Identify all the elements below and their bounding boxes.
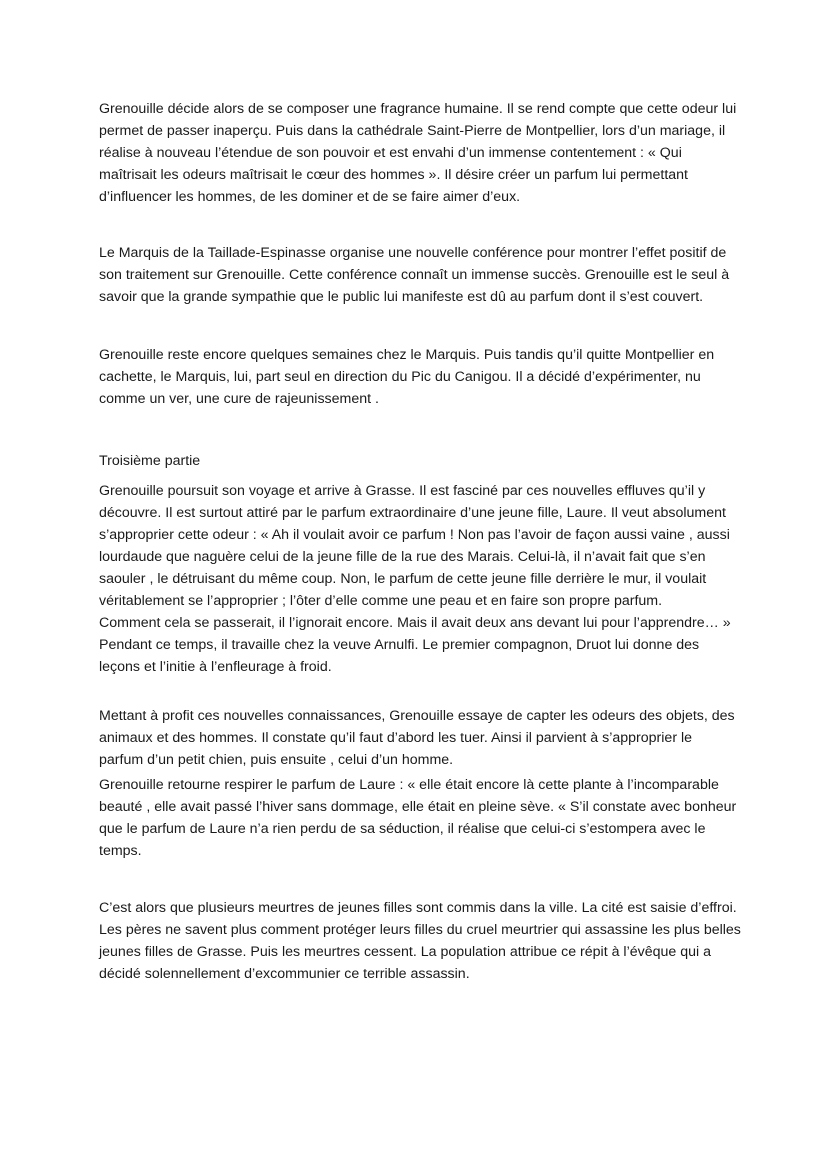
text-line: décidé solennellement d’excommunier ce terrible assassin.	[99, 966, 470, 982]
text-line: temps.	[99, 843, 142, 859]
text-line: cachette, le Marquis, lui, part seul en direction du Pic du Canigou. Il a décidé d’expérimenter, nu	[99, 369, 701, 385]
text-line: découvre. Il est surtout attiré par le parfum extraordinaire d’une jeune fille, Laure. Il veut absolument	[99, 505, 726, 521]
paragraph-fragrance-humaine	[99, 98, 739, 208]
text-line: Comment cela se passerait, il l’ignorait encore. Mais il avait deux ans devant lui pour l’apprendre… »	[99, 615, 731, 631]
paragraph-grasse	[99, 480, 739, 678]
text-line: Les pères ne savent plus comment protéger leurs filles du cruel meurtrier qui assassine les plus belles	[99, 922, 741, 938]
section-heading	[99, 450, 739, 472]
text-line: Grenouille décide alors de se composer une fragrance humaine. Il se rend compte que cette odeur lui	[99, 101, 737, 117]
paragraph-laure	[99, 774, 739, 862]
text-line: véritablement se l’approprier ; l’ôter d’elle comme une peau et en faire son propre parfum.	[99, 593, 663, 609]
text-line: Mettant à profit ces nouvelles connaissances, Grenouille essaye de capter les odeurs des objets, des	[99, 708, 735, 724]
text-line: comme un ver, une cure de rajeunissement .	[99, 391, 379, 407]
text-line: d’influencer les hommes, de les dominer et de se faire aimer d’eux.	[99, 189, 521, 205]
text-line: savoir que la grande sympathie que le public lui manifeste est dû au parfum dont il s’est couvert.	[99, 289, 704, 305]
text-line: Le Marquis de la Taillade-Espinasse organise une nouvelle conférence pour montrer l’effet positif de	[99, 245, 727, 261]
text-line: leçons et l’initie à l’enfleurage à froid.	[99, 659, 332, 675]
text-line: s’approprier cette odeur : « Ah il voulait avoir ce parfum ! Non pas l’avoir de façon aussi vaine , aussi	[99, 527, 730, 543]
text-line: saouler , le détruisant du même coup. Non, le parfum de cette jeune fille derrière le mur, il voulait	[99, 571, 707, 587]
paragraph-meurtres	[99, 897, 739, 985]
paragraph-conference	[99, 242, 739, 308]
text-line: beauté , elle avait passé l’hiver sans dommage, elle était en pleine sève. « S’il constate avec bonheur	[99, 799, 737, 815]
paragraph-marquis-depart	[99, 344, 739, 410]
text-line: Grenouille poursuit son voyage et arrive à Grasse. Il est fasciné par ces nouvelles effluves qu’il y	[99, 483, 706, 499]
text-line: Grenouille retourne respirer le parfum de Laure : « elle était encore là cette plante à l’incomparable	[99, 777, 719, 793]
text-line: permet de passer inaperçu. Puis dans la cathédrale Saint-Pierre de Montpellier, lors d’un mariage, il	[99, 123, 726, 139]
section-heading-text: Troisième partie	[99, 453, 201, 469]
text-line: maîtrisait les odeurs maîtrisait le cœur des hommes ». Il désire créer un parfum lui permettant	[99, 167, 688, 183]
text-line: son traitement sur Grenouille. Cette conférence connaît un immense succès. Grenouille est le seul à	[99, 267, 730, 283]
text-line: lourdaude que naguère celui de la jeune fille de la rue des Marais. Celui-là, il n’avait fait que s’en	[99, 549, 706, 565]
text-line: C’est alors que plusieurs meurtres de jeunes filles sont commis dans la ville. La cité est saisie d’effroi.	[99, 900, 737, 916]
text-line: Pendant ce temps, il travaille chez la veuve Arnulfi. Le premier compagnon, Druot lui donne des	[99, 637, 700, 653]
paragraph-connaissances	[99, 705, 739, 771]
text-line: animaux et des hommes. Il constate qu’il faut d’abord les tuer. Ainsi il parvient à s’approprier le	[99, 730, 693, 746]
text-line: que le parfum de Laure n’a rien perdu de sa séduction, il réalise que celui-ci s’estompera avec le	[99, 821, 706, 837]
text-line: Grenouille reste encore quelques semaines chez le Marquis. Puis tandis qu’il quitte Montpellier en	[99, 347, 715, 363]
text-line: réalise à nouveau l’étendue de son pouvoir et est envahi d’un immense contentement : « Qui	[99, 145, 682, 161]
text-line: jeunes filles de Grasse. Puis les meurtres cessent. La population attribue ce répit à l’évêque qui a	[99, 944, 711, 960]
text-line: parfum d’un petit chien, puis ensuite , celui d’un homme.	[99, 752, 454, 768]
